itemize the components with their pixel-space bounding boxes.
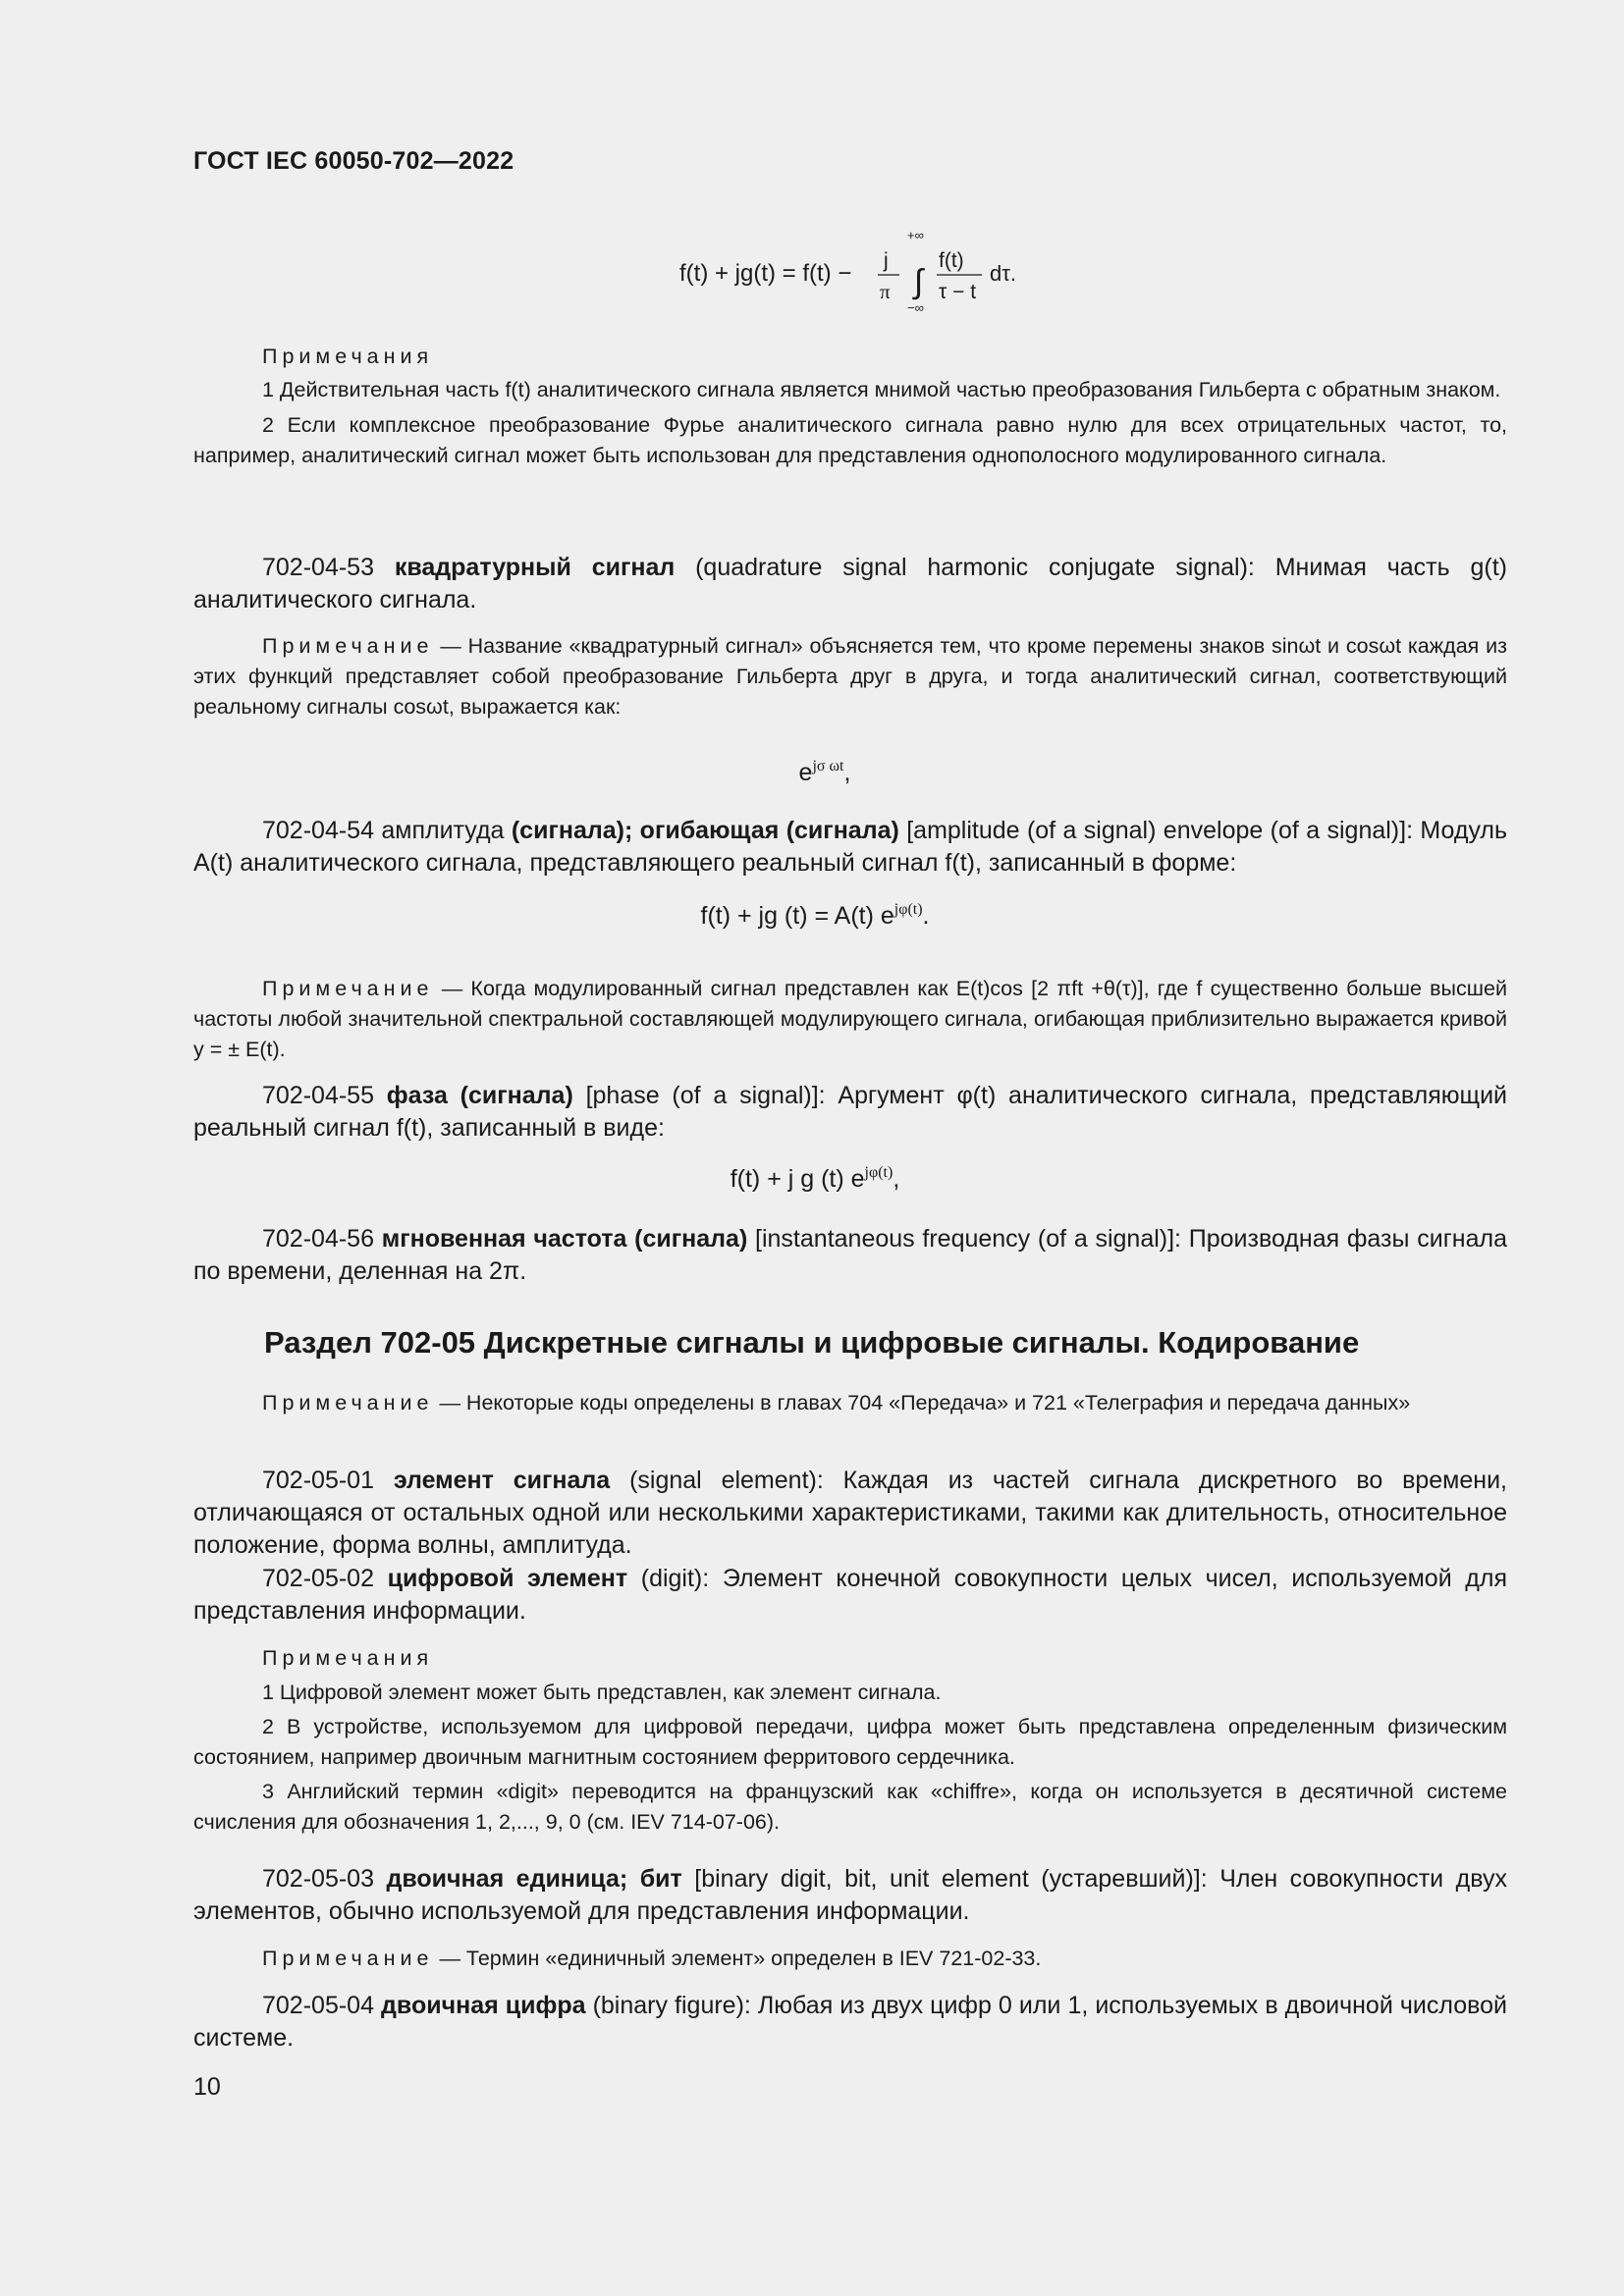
term-title: двоичная единица; бит [386, 1865, 682, 1893]
term-definition: [phase (of a signal)]: Аргумент φ(t) аналитического сигнала, представляющий реальный сигнал f(t), записанный в виде: [193, 1082, 1508, 1142]
term-pre: амплитуда [381, 817, 505, 844]
notes-block-2 [193, 1643, 1507, 1838]
term-title: двоичная цифра [381, 1992, 586, 2019]
term-number: 702-04-56 [262, 1225, 374, 1253]
hilbert-formula [668, 228, 1041, 316]
term-702-05-04 [193, 1990, 1507, 2055]
term-number: 702-04-54 [262, 817, 374, 844]
term-number: 702-04-53 [262, 554, 374, 581]
formula-tail: . [922, 902, 930, 930]
term-number: 702-05-01 [262, 1467, 374, 1494]
term-702-04-56 [193, 1223, 1507, 1288]
note-item: 2 Если комплексное преобразование Фурье аналитического сигнала равно нулю для всех отрицательных частот, то, например, аналитический сигнал может быть использован для представления однополосного модулированного сигнала. [193, 413, 1507, 467]
note-item: 3 Английский термин «digit» переводится на французский как «chiffre», когда он используется в десятичной системе счисления для обозначения 1, 2,..., 9, 0 (см. IEV 714-07-06). [193, 1780, 1507, 1834]
formula-54 [628, 901, 1001, 931]
term-title: фаза (сигнала) [386, 1082, 573, 1109]
hilbert-num: f(t) [939, 249, 964, 272]
term-number: 702-04-55 [262, 1082, 374, 1109]
note-item: 1 Действительная часть f(t) аналитического сигнала является мнимой частью преобразования Гильберта с обратным знаком. [262, 378, 1501, 401]
formula-text: f(t) + jg (t) = A(t) e [700, 902, 894, 930]
term-definition: [amplitude (of a signal) envelope (of a signal)]: Модуль A(t) аналитического сигнала, представляющего реальный сигнал f(t), записанный в форме: [193, 817, 1508, 877]
term-702-05-02 [193, 1563, 1507, 1628]
note-label: Примечание [262, 634, 434, 658]
hilbert-tail: dτ. [990, 261, 1017, 286]
term-number: 702-05-03 [262, 1865, 374, 1893]
note-702-04-53 [193, 631, 1507, 722]
section-title: Раздел 702-05 Дискретные сигналы и цифровые сигналы. Кодирование [264, 1325, 1360, 1360]
term-702-05-01 [193, 1465, 1507, 1562]
note-label: Примечание [262, 1947, 434, 1970]
notes-block-1 [193, 342, 1507, 471]
term-definition: (signal element): Каждая из частей сигнала дискретного во времени, отличающаяся от остальных одной или несколькими характеристиками, такими как длительность, относительное положение, форма волны, амплитуда. [193, 1467, 1507, 1559]
term-definition: (digit): Элемент конечной совокупности целых чисел, используемой для представления информации. [193, 1565, 1507, 1625]
term-702-05-03 [193, 1863, 1507, 1928]
hilbert-lhs: f(t) + jg(t) = f(t) − [679, 260, 852, 287]
note-702-05-03 [193, 1944, 1507, 1974]
term-number: 702-05-02 [262, 1565, 374, 1592]
formula-exponent: jφ(t) [893, 901, 923, 918]
formula-exponent: jφ(t) [864, 1164, 893, 1181]
term-title: элемент сигнала [393, 1467, 611, 1494]
term-title: квадратурный сигнал [394, 554, 676, 581]
note-label: Примечание [262, 1391, 434, 1415]
term-title: мгновенная частота (сигнала) [381, 1225, 748, 1253]
note-text: — Некоторые коды определены в главах 704 «Передача» и 721 «Телеграфия и передача данных» [439, 1391, 1411, 1415]
notes-label: Примечания [262, 1646, 434, 1670]
hilbert-den: τ − t [939, 281, 977, 303]
formula-tail: , [893, 1165, 900, 1193]
integral-sign: ∫ [914, 263, 924, 300]
note-item: 2 В устройстве, используемом для цифровой передачи, цифра может быть представлена определенным физическим состоянием, например двоичным магнитным состоянием ферритового сердечника. [193, 1715, 1507, 1769]
document-header: ГОСТ IEC 60050-702—2022 [193, 147, 514, 175]
hilbert-pi: π [880, 280, 891, 303]
note-text: — Когда модулированный сигнал представлен как E(t)cos [2 πft +θ(τ)], где f существенно больше высшей частоты любой значительной спектральной составляющей модулирующего сигнала, огибающая приблизительно выражается кривой y = ± E(t). [193, 977, 1507, 1061]
formula-text: f(t) + j g (t) e [730, 1165, 865, 1193]
term-title: (сигнала); огибающая (сигнала) [511, 817, 899, 844]
formula-exponent: jσ ωt [812, 758, 844, 774]
formula-55 [687, 1164, 943, 1194]
term-702-04-53 [193, 552, 1507, 616]
note-item: 1 Цифровой элемент может быть представлен, как элемент сигнала. [262, 1681, 942, 1704]
term-definition: [binary digit, bit, unit element (устаревший)]: Член совокупности двух элементов, обычно используемой для представления информации. [193, 1865, 1507, 1925]
note-text: — Название «квадратурный сигнал» объясняется тем, что кроме перемены знаков sinωt и cosωt каждая из этих функций представляет собой преобразование Гильберта друг в друга, и тогда аналитический сигнал, соответствующий реальному сигналы cosωt, выражается как: [193, 634, 1507, 719]
note-section [193, 1388, 1507, 1418]
note-text: — Термин «единичный элемент» определен в IEV 721-02-33. [439, 1947, 1042, 1970]
term-702-04-54 [193, 815, 1507, 880]
formula-exp [746, 758, 903, 787]
formula-tail: , [843, 759, 851, 786]
formula-base: e [798, 759, 813, 786]
term-702-04-55 [193, 1080, 1507, 1145]
term-definition: [instantaneous frequency (of a signal)]: Производная фазы сигнала по времени, деленная на 2π. [193, 1225, 1508, 1285]
term-definition: (binary figure): Любая из двух цифр 0 или 1, используемых в двоичной числовой системе. [193, 1992, 1507, 2052]
note-label: Примечание [262, 977, 434, 1000]
note-702-04-54 [193, 974, 1507, 1065]
hilbert-lower: −∞ [907, 300, 924, 315]
hilbert-j: j [884, 249, 889, 272]
hilbert-upper: +∞ [907, 228, 924, 242]
page-number: 10 [193, 2073, 221, 2101]
term-title: цифровой элемент [387, 1565, 628, 1592]
term-number: 702-05-04 [262, 1992, 374, 2019]
term-definition: (quadrature signal harmonic conjugate signal): Мнимая часть g(t) аналитического сигнала. [193, 554, 1507, 614]
notes-label: Примечания [262, 345, 434, 368]
